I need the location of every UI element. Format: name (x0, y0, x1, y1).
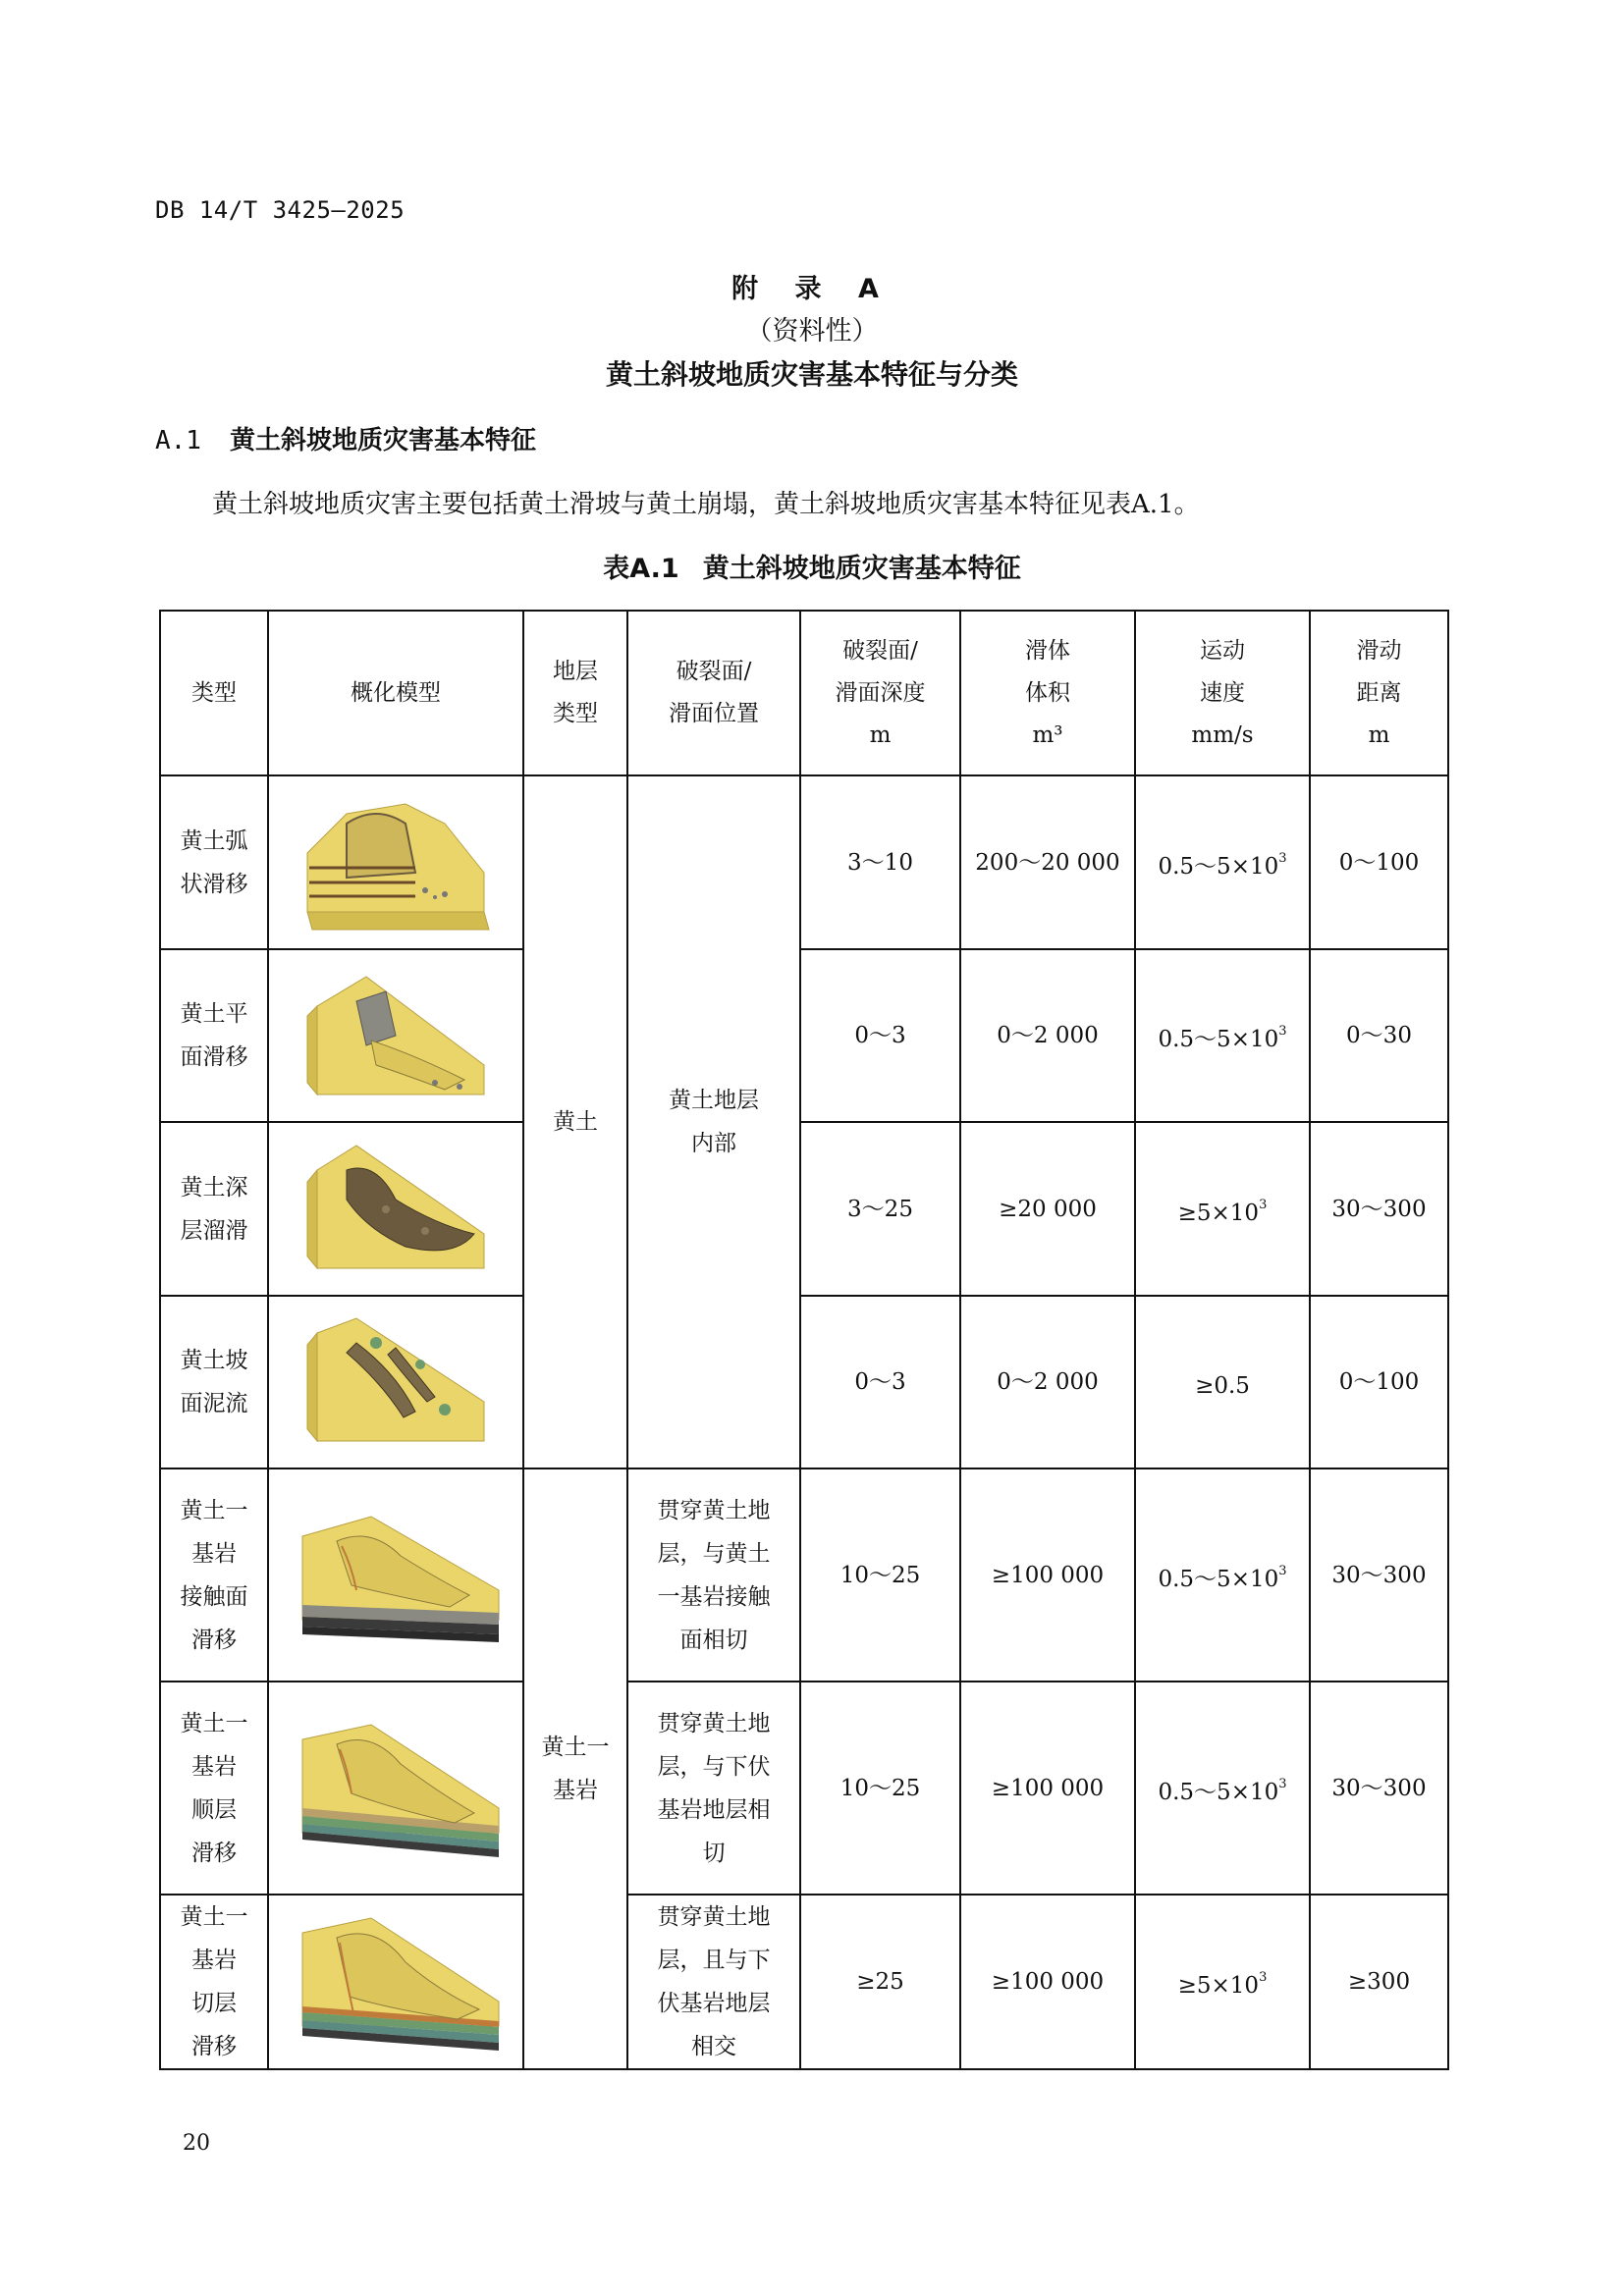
row-position: 贯穿黄土地 层，与黄土 一基岩接触 面相切 (627, 1468, 800, 1682)
appendix-nature: （资料性） (745, 316, 879, 347)
header-stratum: 地层 类型 (523, 611, 627, 775)
section-heading (155, 420, 536, 456)
row-type: 黄土弧 状滑移 (160, 775, 268, 949)
model-arc-slide-image (268, 775, 523, 949)
features-table (159, 610, 1449, 2070)
row-position: 贯穿黄土地 层，与下伏 基岩地层相 切 (627, 1682, 800, 1895)
header-distance: 滑动 距离 m (1310, 611, 1448, 775)
row-type: 黄土深 层溜滑 (160, 1122, 268, 1296)
standard-code: DB 14/T 3425—2025 (155, 196, 406, 224)
model-cross-bedding-slide-image (268, 1895, 523, 2069)
appendix-heading: 黄土斜坡地质灾害基本特征与分类 (605, 358, 1018, 391)
row-depth: 0～3 (800, 949, 960, 1122)
row-type: 黄土一 基岩 切层 滑移 (160, 1895, 268, 2069)
row-depth: 10～25 (800, 1682, 960, 1895)
table-caption (0, 547, 1624, 585)
row-distance: 30～300 (1310, 1682, 1448, 1895)
header-model: 概化模型 (268, 611, 523, 775)
row-type: 黄土坡 面泥流 (160, 1296, 268, 1468)
row-speed: $0.5\sim 5\times 10^3$ (1135, 1682, 1310, 1895)
header-depth: 破裂面/ 滑面深度 m (800, 611, 960, 775)
row-depth: 0～3 (800, 1296, 960, 1468)
table-caption-title: 黄土斜坡地质灾害基本特征 (702, 554, 1021, 584)
appendix-title: 附 录 A (731, 274, 893, 304)
table-row (160, 775, 1448, 949)
row-depth: 3～10 (800, 775, 960, 949)
section-number: A.1 (155, 426, 201, 455)
table-caption-number: 表A.1 (603, 554, 679, 584)
model-contact-slide-image (268, 1468, 523, 1682)
row-distance: 0～100 (1310, 1296, 1448, 1468)
row-depth: 10～25 (800, 1468, 960, 1682)
row-distance: 0～100 (1310, 775, 1448, 949)
row-volume: 200～20 000 (960, 775, 1135, 949)
row-distance: 0～30 (1310, 949, 1448, 1122)
model-planar-slide-image (268, 949, 523, 1122)
row-depth: ≥25 (800, 1895, 960, 2069)
row-type: 黄土一 基岩 顺层 滑移 (160, 1682, 268, 1895)
header-speed: 运动 速度 mm/s (1135, 611, 1310, 775)
row-type: 黄土一 基岩 接触面 滑移 (160, 1468, 268, 1682)
row-distance: 30～300 (1310, 1122, 1448, 1296)
row-distance: ≥300 (1310, 1895, 1448, 2069)
row-volume: ≥20 000 (960, 1122, 1135, 1296)
row-volume: ≥100 000 (960, 1468, 1135, 1682)
stratum-loess-bedrock: 黄土一 基岩 (523, 1468, 627, 2069)
header-position: 破裂面/ 滑面位置 (627, 611, 800, 775)
row-volume: ≥100 000 (960, 1682, 1135, 1895)
intro-paragraph: 黄土斜坡地质灾害主要包括黄土滑坡与黄土崩塌，黄土斜坡地质灾害基本特征见表A.1。 (212, 490, 1200, 519)
header-type: 类型 (160, 611, 268, 775)
row-depth: 3～25 (800, 1122, 960, 1296)
model-bedding-slide-image (268, 1682, 523, 1895)
section-title: 黄土斜坡地质灾害基本特征 (230, 426, 537, 455)
table-row (160, 1122, 1448, 1296)
row-speed: $\ge 5\times 10^3$ (1135, 1895, 1310, 2069)
row-position: 贯穿黄土地 层，且与下 伏基岩地层 相交 (627, 1895, 800, 2069)
position-loess-internal: 黄土地层 内部 (627, 775, 800, 1468)
table-row (160, 1296, 1448, 1468)
table-header-row (160, 611, 1448, 775)
model-mudflow-image (268, 1296, 523, 1468)
table-row (160, 1895, 1448, 2069)
table-row (160, 949, 1448, 1122)
stratum-loess: 黄土 (523, 775, 627, 1468)
table-row (160, 1682, 1448, 1895)
row-speed: $0.5\sim 5\times 10^3$ (1135, 949, 1310, 1122)
row-distance: 30～300 (1310, 1468, 1448, 1682)
row-speed: $\ge 5\times 10^3$ (1135, 1122, 1310, 1296)
row-speed: $0.5\sim 5\times 10^3$ (1135, 775, 1310, 949)
row-volume: 0～2 000 (960, 949, 1135, 1122)
header-volume: 滑体 体积 m³ (960, 611, 1135, 775)
row-volume: 0～2 000 (960, 1296, 1135, 1468)
row-type: 黄土平 面滑移 (160, 949, 268, 1122)
table-row (160, 1468, 1448, 1682)
row-speed: ≥0.5 (1135, 1296, 1310, 1468)
row-speed: $0.5\sim 5\times 10^3$ (1135, 1468, 1310, 1682)
row-volume: ≥100 000 (960, 1895, 1135, 2069)
page-number: 20 (183, 2131, 210, 2156)
model-deep-flowslide-image (268, 1122, 523, 1296)
